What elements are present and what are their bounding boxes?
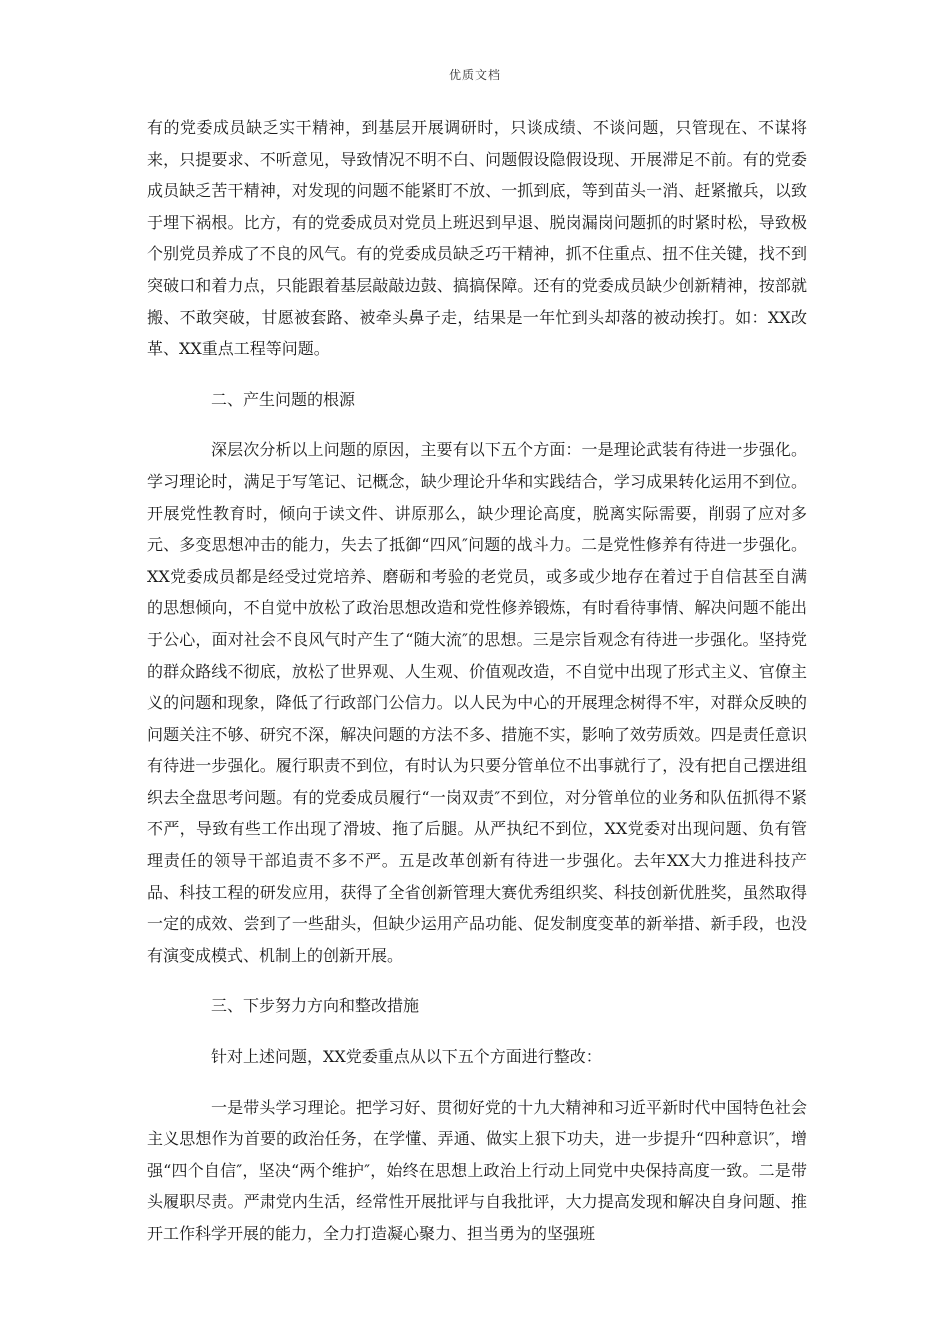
paragraph-rectification-intro: 针对上述问题，XX党委重点从以下五个方面进行整改： [211, 1047, 602, 1067]
paragraph-root-causes: 深层次分析以上问题的原因，主要有以下五个方面：一是理论武装有待进一步强化。学习理论时，满足于写笔记、记概念，缺少理论升华和实践结合，学习成果转化运用不到位。开展党性教育时，倾向于读文件、讲原那么，缺少理论高度，脱离实际需要，削弱了应对多元、多变思想冲击的能力，失去了抵御“四风″问题的战斗力。二是党性修养有待进一步强化。XX党委成员都是经受过党培养、磨砺和考验的老党员，或多或少地存在着过于自信甚至自满的思想倾向，不自觉中放松了政治思想改造和党性修养锻炼，有时看待事情、解决问题不能出于公心，面对社会不良风气时产生了“随大流″的思想。三是宗旨观念有待进一步强化。坚持党的群众路线不彻底，放松了世界观、人生观、价值观改造，不自觉中出现了形式主义、官僚主义的问题和现象，降低了行政部门公信力。以人民为中心的开展理念树得不牢，对群众反映的问题关注不够、研究不深，解决问题的方法不多、措施不实，影响了效劳质效。四是责任意识有待进一步强化。履行职责不到位，有时认为只要分管单位不出事就行了，没有把自己摆进组织去全盘思考问题。有的党委成员履行“一岗双责″不到位，对分管单位的业务和队伍抓得不紧不严，导致有些工作出现了滑坡、拖了后腿。从严执纪不到位，XX党委对出现问题、负有管理责任的领导干部追责不多不严。五是改革创新有待进一步强化。去年XX大力推进科技产品、科技工程的研发应用，获得了全省创新管理大赛优秀组织奖、科技创新优胜奖，虽然取得一定的成效、尝到了一些甜头，但缺少运用产品功能、促发制度变革的新举措、新手段，也没有演变成模式、机制上的创新开展。 [147, 440, 807, 965]
document-body [147, 112, 807, 1250]
paragraph-measures: 一是带头学习理论。把学习好、贯彻好党的十九大精神和习近平新时代中国特色社会主义思想作为首要的政治任务，在学懂、弄通、做实上狠下功夫，进一步提升“四种意识″，增强“四个自信″，坚决“两个维护″，始终在思想上政治上行动上同党中央保持高度一致。二是带头履职尽责。严肃党内生活，经常性开展批评与自我批评，大力提高发现和解决自身问题、推开工作科学开展的能力，全力打造凝心聚力、担当勇为的坚强班 [147, 1097, 807, 1243]
section-heading-2: 二、产生问题的根源 [211, 389, 356, 409]
page-header: 优质文档 [448, 68, 501, 82]
paragraph-continuation: 有的党委成员缺乏实干精神，到基层开展调研时，只谈成绩、不谈问题，只管现在、不谋将来，只提要求、不听意见，导致情况不明不白、问题假设隐假设现、开展滞足不前。有的党委成员缺乏苦干精神，对发现的问题不能紧盯不放、一抓到底，等到苗头一消、赶紧撤兵，以致于埋下祸根。比方，有的党委成员对党员上班迟到早退、脱岗漏岗问题抓的时紧时松，导致极个别党员养成了不良的风气。有的党委成员缺乏巧干精神，抓不住重点、扭不住关键，找不到突破口和着力点，只能跟着基层敲敲边鼓、搞搞保障。还有的党委成员缺少创新精神，按部就搬、不敢突破，甘愿被套路、被牵头鼻子走，结果是一年忙到头却落的被动挨打。如：XX改革、XX重点工程等问题。 [147, 118, 807, 359]
section-heading-3: 三、下步努力方向和整改措施 [211, 996, 420, 1016]
